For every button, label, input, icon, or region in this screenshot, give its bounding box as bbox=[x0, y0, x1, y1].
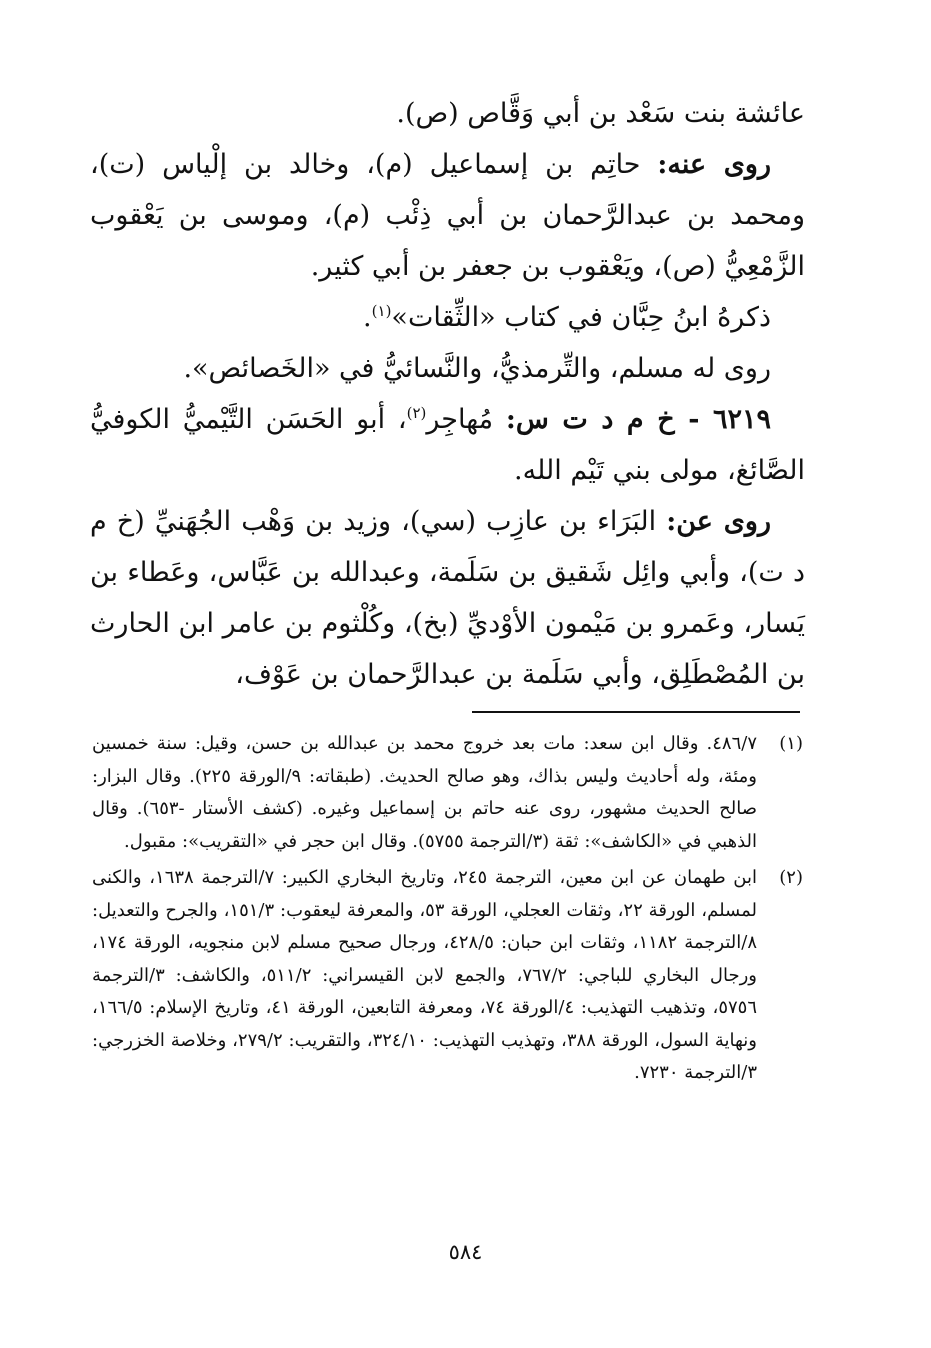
footnote-2 bbox=[92, 862, 803, 1090]
narrated-from-text: البَرَاء بن عازِب (سي)، وزيد بن وَهْب الجُهَنيِّ (خ م د ت)، وأبي وائِل شَقيق بن سَلَمة، وعبدالله بن عَبَّاس، وعَطاء بن يَسار، وعَمرو بن مَيْمون الأوْديِّ (بخ)، وكُلْثوم بن عامر ابن الحارث بن المُصْطَلِق، وأبي سَلَمة بن عبدالرَّحمان بن عَوْف، bbox=[90, 506, 805, 690]
footnote-2-number: (٢) bbox=[779, 867, 803, 888]
entry-heading-paragraph bbox=[90, 394, 805, 496]
narrators-from-him-label: روى عنه: bbox=[657, 149, 771, 180]
page-number: ٥٨٤ bbox=[448, 1240, 483, 1264]
entry-rest: ، أبو الحَسَن التَّيْميُّ الكوفيُّ الصَّائغ، مولى بني تَيْم الله. bbox=[90, 404, 805, 486]
entry-name: مُهاجِر bbox=[426, 404, 494, 435]
ibn-hibban-text: ذكرهُ ابنُ حِبَّان في كتاب «الثِّقات» bbox=[391, 302, 771, 333]
footnote-1-text: ٤٨٦/٧. وقال ابن سعد: مات بعد خروج محمد بن عبدالله بن حسن، وقيل: سنة خمسين ومئة، وله أحاديث وليس بذاك، وهو صالح الحديث. (طبقاته: ٩/الورقة ٢٢٥). وقال البزار: صالح الحديث مشهور، روى عنه حاتم بن إسماعيل وغيره. (كشف الأستار -٦٥٣). وقال الذهبي في «الكاشف»: ثقة (٣/الترجمة ٥٧٥٥). وقال ابن حجر في «التقريب»: مقبول. bbox=[92, 733, 757, 852]
ibn-hibban-paragraph bbox=[90, 292, 805, 343]
footnote-1-number: (١) bbox=[779, 733, 803, 754]
footnote-2-text: ابن طهمان عن ابن معين، الترجمة ٢٤٥، وتاريخ البخاري الكبير: ٧/الترجمة ١٦٣٨، والكنى لمسلم، الورقة ٢٢، وثقات العجلي، الورقة ٥٣، والمعرفة ليعقوب: ١٥١/٣، والجرح والتعديل: ٨/الترجمة ١١٨٢، وثقات ابن حبان: ٤٢٨/٥، ورجال صحيح مسلم لابن منجويه، الورقة ١٧٤، ورجال البخاري للباجي: ٧٦٧/٢، والجمع لابن القيسراني: ٥١١/٢، والكاشف: ٣/الترجمة ٥٧٥٦، وتذهيب التهذيب: ٤/الورقة ٧٤، ومعرفة التابعين، الورقة ٤١، وتاريخ الإسلام: ١٦٦/٥، ونهاية السول، الورقة ٣٨٨، وتهذيب التهذيب: ٣٢٤/١٠، والتقريب: ٢٧٩/٢، وخلاصة الخزرجي: ٣/الترجمة ٧٢٣٠. bbox=[92, 867, 758, 1083]
narrated-from-paragraph bbox=[90, 496, 805, 700]
main-text bbox=[90, 88, 805, 700]
narrated-from-label: روى عن: bbox=[666, 506, 771, 537]
footnote-ref-2: (٢) bbox=[406, 404, 427, 422]
narrators-from-him-paragraph bbox=[90, 139, 805, 292]
footnote-1 bbox=[92, 728, 803, 858]
narrators-from-him-text: حاتِم بن إسماعيل (م)، وخالد بن إلْياس (ت)، ومحمد بن عبدالرَّحمان بن أبي ذِئْب (م)، وموسى بن يَعْقوب الزَّمْعِيُّ (ص)، ويَعْقوب بن جعفر بن أبي كثير. bbox=[90, 149, 805, 282]
continuation-text: عائشة بنت سَعْد بن أبي وَقَّاص (ص). bbox=[396, 98, 805, 129]
footnote-ref-1: (١) bbox=[371, 302, 392, 320]
continuation-line bbox=[90, 88, 805, 139]
entry-number: ٦٢١٩ - خ م د ت س: bbox=[505, 404, 771, 435]
ibn-hibban-end: . bbox=[363, 302, 372, 333]
footnotes bbox=[92, 728, 803, 1094]
narrated-by-paragraph bbox=[90, 343, 805, 394]
narrated-by-text: روى له مسلم، والتِّرمذيُّ، والنَّسائيُّ في «الخَصائص». bbox=[183, 353, 771, 384]
footnote-divider bbox=[472, 711, 800, 713]
